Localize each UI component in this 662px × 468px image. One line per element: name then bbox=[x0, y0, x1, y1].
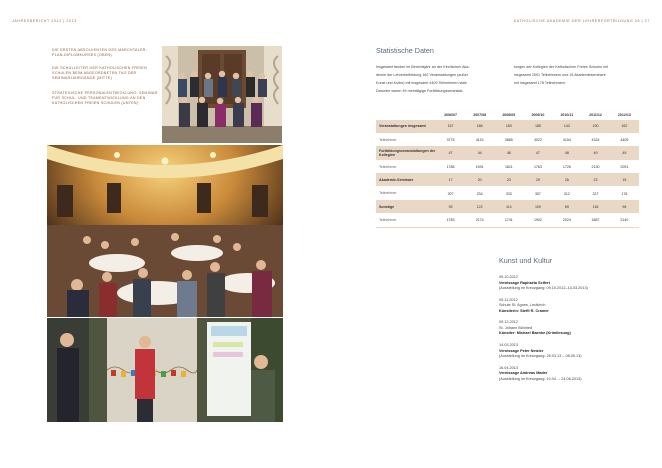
table-header-row bbox=[376, 110, 639, 120]
table-cell: 143 bbox=[553, 120, 582, 133]
event-date: 09.10.2012 bbox=[499, 275, 519, 279]
table-cell: 4115 bbox=[465, 133, 494, 146]
table-cell: 4022 bbox=[523, 133, 552, 146]
table-cell: 357 bbox=[523, 187, 552, 200]
table-cell: 4409 bbox=[610, 133, 639, 146]
row-label: Akademie-Seminare bbox=[376, 174, 436, 187]
event-date: 16.04.2013 bbox=[499, 365, 519, 370]
table-cell: 327 bbox=[581, 187, 610, 200]
table-cell: 93 bbox=[436, 200, 465, 213]
table-cell: 122 bbox=[465, 200, 494, 213]
table-cell: 186 bbox=[465, 120, 494, 133]
table-cell: 48 bbox=[553, 147, 582, 160]
table-cell: 118 bbox=[581, 200, 610, 213]
table-cell: 1741 bbox=[494, 214, 523, 227]
table-cell: 3885 bbox=[494, 133, 523, 146]
table-cell: 47 bbox=[523, 147, 552, 160]
table-row bbox=[376, 147, 639, 160]
table-cell: 2024 bbox=[553, 214, 582, 227]
event-title: Vernissage Raphaela Seifert bbox=[499, 280, 550, 285]
event-detail: Künstlerin: Steffi R. Cramer bbox=[499, 308, 549, 313]
table-cell: 185 bbox=[523, 120, 552, 133]
table-cell: 1867 bbox=[581, 214, 610, 227]
table-cell: 207 bbox=[436, 187, 465, 200]
table-row bbox=[376, 133, 639, 146]
table-cell: 15 bbox=[610, 174, 639, 187]
event-item bbox=[499, 366, 649, 389]
table-cell: 44 bbox=[465, 147, 494, 160]
table-cell: 1902 bbox=[523, 214, 552, 227]
event-item bbox=[499, 343, 649, 366]
table-row bbox=[376, 120, 639, 133]
table-cell: 1591 bbox=[465, 160, 494, 173]
table-cell: 1783 bbox=[436, 214, 465, 227]
stats-intro-col2: tungen der Kollegien der Katholischen Freien Schulen mit insgesamt 2091 Teilnehmern und 15 Akademieseminare mit insgesamt 178 Teilnehmern. bbox=[514, 65, 609, 85]
table-cell: 4324 bbox=[581, 133, 610, 146]
column-header: 2011/12 bbox=[589, 113, 602, 117]
statistics-table bbox=[376, 110, 639, 228]
page-header-right: KATHOLISCHE AKADEMIE DER LEHRERFORTBILDUNG 26 | 27 bbox=[513, 19, 650, 23]
photo-caption-top: DIE ERSTEN ABSOLVENTEN DES MARCHTALER-PLAN-DIPLOMKURSES (OBEN) bbox=[52, 48, 148, 58]
event-detail: (Ausstellung im Kreuzgang: 10.04. – 24.06.2013) bbox=[499, 376, 582, 381]
row-label: Sonstige bbox=[376, 200, 436, 213]
event-title: Vernissage Andreas Mader bbox=[499, 371, 548, 376]
table-cell: 109 bbox=[523, 200, 552, 213]
event-date: 05.11.2012 bbox=[499, 297, 518, 302]
table-cell: 2091 bbox=[610, 160, 639, 173]
column-header: 2007/08 bbox=[473, 113, 487, 117]
page-header-left: JAHRESBERICHT 2012 | 2013 bbox=[12, 19, 77, 23]
table-cell: 333 bbox=[494, 187, 523, 200]
table-cell: 183 bbox=[494, 120, 523, 133]
stats-title: Statistische Daten bbox=[376, 46, 434, 55]
table-cell: 23 bbox=[581, 174, 610, 187]
photo-caption-bottom: STRATEGISCHE PERSONALENTWICKLUNG: SEMINAR FÜR SCHUL- UND TEAMENTWICKLUNG AN DEN KATHOLISCHEN FREIEN SCHULEN (UNTEN) bbox=[52, 91, 158, 106]
table-cell: 2130 bbox=[581, 160, 610, 173]
table-row bbox=[376, 214, 639, 227]
table-cell: 17 bbox=[436, 174, 465, 187]
event-date: 09.12.2012 bbox=[499, 320, 519, 325]
event-detail: Künstler: Michael Baenke (Krimilesung) bbox=[499, 331, 571, 336]
column-header: 2008/09 bbox=[502, 113, 516, 117]
table-cell: 49 bbox=[610, 147, 639, 160]
event-date: 14.03.2013 bbox=[499, 343, 519, 348]
events-list bbox=[499, 275, 649, 388]
table-cell: 46 bbox=[494, 147, 523, 160]
table-cell: 234 bbox=[465, 187, 494, 200]
row-label: Teilnehmer bbox=[376, 187, 436, 200]
table-cell: 98 bbox=[610, 200, 639, 213]
event-item bbox=[499, 298, 649, 321]
table-cell: 114 bbox=[494, 200, 523, 213]
table-row bbox=[376, 174, 639, 187]
event-title: Schule St. Agnes, Leutkirch bbox=[499, 303, 546, 308]
table-cell: 157 bbox=[436, 120, 465, 133]
photo-caption-middle: DIE SCHULLEITER DER KATHOLISCHEN FREIEN SCHULEN BEIM ABGEORDNETEN TAG DER SEMINARJAHRGÄNGE (MITTE) bbox=[52, 66, 147, 81]
table-cell: 2174 bbox=[465, 214, 494, 227]
event-item bbox=[499, 275, 649, 298]
table-cell: 2140 bbox=[610, 214, 639, 227]
kunst-title: Kunst und Kultur bbox=[499, 256, 553, 265]
column-header: 2009/10 bbox=[531, 113, 545, 117]
event-title: St. Johann Blönried bbox=[499, 325, 533, 330]
event-detail: (Ausstellung im Kreuzgang: 26.03.13 – 08.05.13) bbox=[499, 354, 582, 359]
event-detail: (Ausstellung im Kreuzgang: 09.10.2012–13.03.2013) bbox=[499, 286, 588, 290]
table-cell: 29 bbox=[523, 174, 552, 187]
column-header: 2010/11 bbox=[560, 113, 574, 117]
table-cell: 1811 bbox=[494, 160, 523, 173]
table-cell: 162 bbox=[610, 120, 639, 133]
hall-audience-photo bbox=[47, 145, 283, 317]
stats-intro-col1: Insgesamt fanden im Berichtsjahr an der Kirchlichen Aka- demie der Lehrerfortbildung 162 Veranstaltungen (außer Kunst und Kultur) mit insgesamt 4409 Teilnehmern statt. Darunter waren 49 mehrtägige Fortbildungsveranstal- bbox=[376, 65, 470, 93]
table-row bbox=[376, 200, 639, 213]
column-header: 2012/13 bbox=[617, 113, 631, 117]
table-cell: 26 bbox=[553, 174, 582, 187]
presentation-photo bbox=[47, 318, 283, 422]
table-cell: 1726 bbox=[553, 160, 582, 173]
table-cell: 69 bbox=[553, 200, 582, 213]
table-cell: 23 bbox=[494, 174, 523, 187]
row-label: Teilnehmer bbox=[376, 133, 436, 146]
table-cell: 1763 bbox=[523, 160, 552, 173]
table-cell: 4154 bbox=[553, 133, 582, 146]
table-cell: 20 bbox=[465, 174, 494, 187]
table-cell: 47 bbox=[436, 147, 465, 160]
row-label: Teilnehmer bbox=[376, 160, 436, 173]
row-label: Veranstaltungen insgesamt bbox=[376, 120, 436, 133]
row-label: Fortbildungsveranstaltungen der Kollegien bbox=[376, 147, 436, 160]
table-cell: 3778 bbox=[436, 133, 465, 146]
event-title: Vernissage Peter Netzler bbox=[499, 348, 544, 353]
group-photo bbox=[162, 46, 282, 143]
table-cell: 1788 bbox=[436, 160, 465, 173]
table-cell: 312 bbox=[553, 187, 582, 200]
table-row bbox=[376, 187, 639, 200]
table-row bbox=[376, 160, 639, 173]
table-cell: 190 bbox=[581, 120, 610, 133]
column-header: 2006/07 bbox=[444, 113, 458, 117]
event-item bbox=[499, 320, 649, 343]
table-cell: 49 bbox=[581, 147, 610, 160]
row-label: Teilnehmer bbox=[376, 214, 436, 227]
table-cell: 178 bbox=[610, 187, 639, 200]
